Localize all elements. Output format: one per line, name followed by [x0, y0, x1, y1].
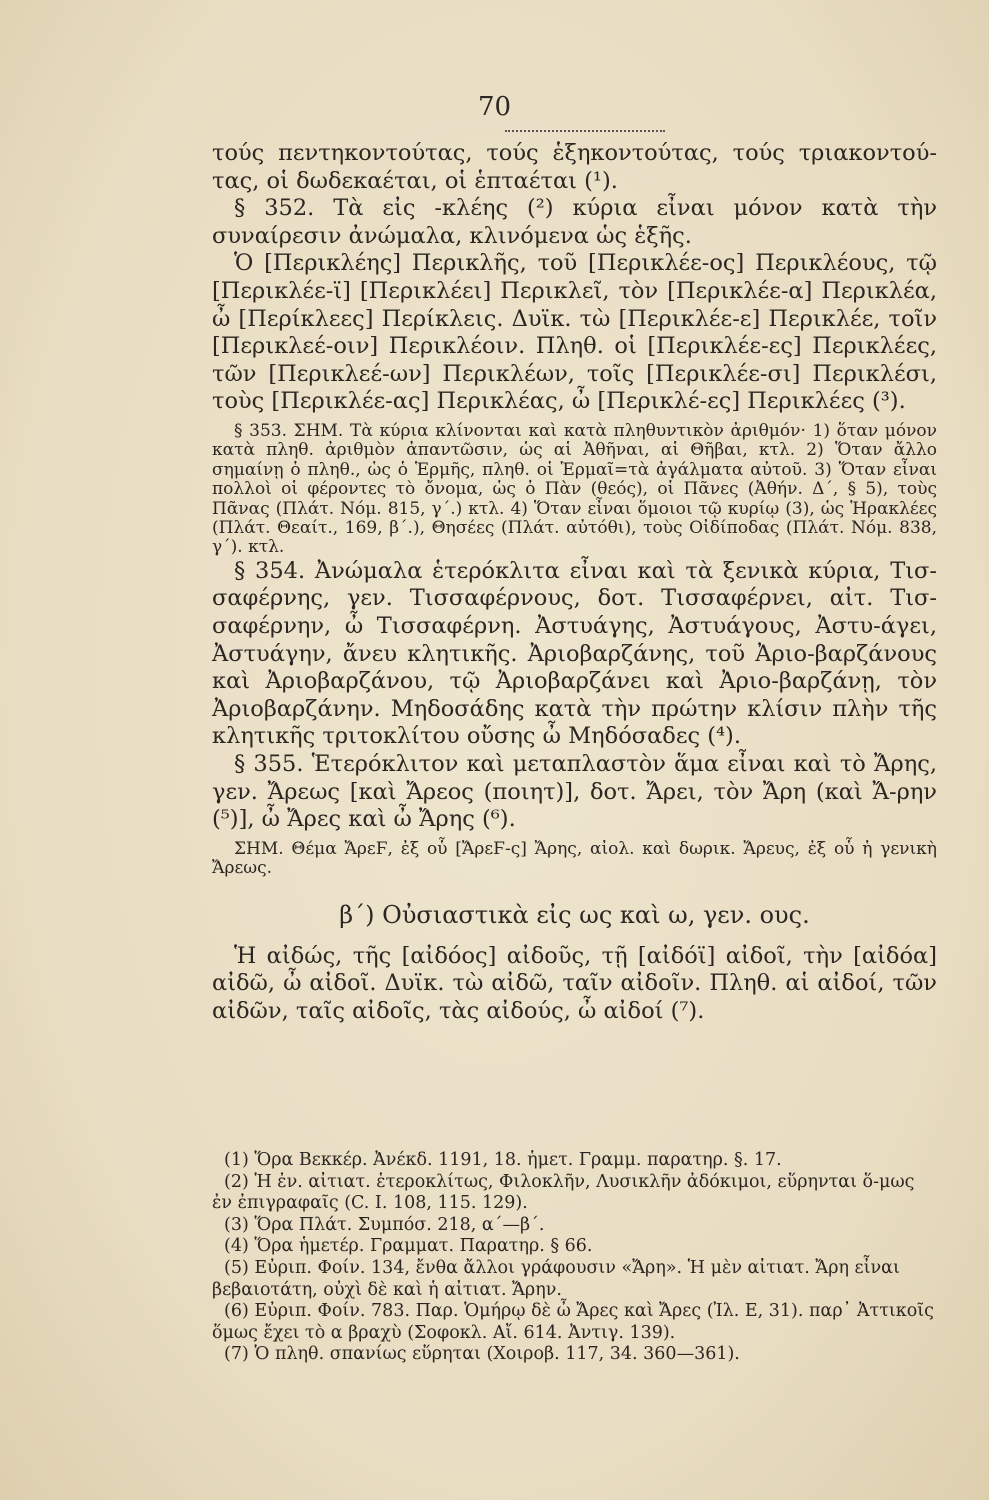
paragraph-pericles-declension: Ὁ [Περικλέης] Περικλῆς, τοῦ [Περικλέε-ος] Περικλέους, τῷ [Περικλέε-ϊ] [Περικλέει] Περικλεῖ, τὸν [Περικλέε-α] Περικλέα, ὦ [Περίκλεες] Περίκλεις. Δυϊκ. τὼ [Περικλέε-ε] Περικλέε, τοῖν [Περικλεέ-οιν] Περικλέοιν. Πληθ. οἱ [Περικλέε-ες] Περικλέες, τῶν [Περικλεέ-ων] Περικλέων, τοῖς [Περικλέε-σι] Περικλέσι, τοὺς [Περικλέε-ας] Περικλέας, ὦ [Περικλέ-ες] Περικλέες (³).: [212, 250, 937, 415]
page-number: 70: [477, 92, 512, 122]
footnote-5: (5) Εὐριπ. Φοίν. 134, ἔνθα ἄλλοι γράφουσιν «Ἄρη». Ἡ μὲν αἰτιατ. Ἄρη εἶναι βεβαιοτάτη, οὐχὶ δὲ καὶ ἡ αἰτιατ. Ἄρην.: [212, 1257, 900, 1300]
footnote-2: (2) Ἡ ἐν. αἰτιατ. ἑτεροκλίτως, Φιλοκλῆν, Λυσικλῆν ἀδόκιμοι, εὕρηνται ὅ-μως ἐν ἐπιγραφαῖς (C. I. 108, 115. 129).: [212, 1171, 915, 1214]
paragraph-continuation: τούς πεντηκοντούτας, τούς ἑξηκοντούτας, τούς τριακοντού-τας, οἱ δωδεκαέται, οἱ ἑπταέται (¹).: [212, 140, 937, 194]
note-ares: ΣΗΜ. Θέμα ἌρεϜ, ἐξ οὗ [ἌρεϜ-ς] Ἄρης, αἰολ. καὶ δωρικ. Ἄρευς, ἐξ οὗ ἡ γενικὴ Ἄρεως.: [212, 838, 937, 879]
page-number-ornament: [505, 124, 665, 132]
footnote-4: (4) Ὅρα ἡμετέρ. Γραμματ. Παρατηρ. § 66.: [224, 1236, 593, 1257]
paragraph-355: § 355. Ἑτερόκλιτον καὶ μεταπλαστὸν ἅμα εἶναι καὶ τὸ Ἄρης, γεν. Ἄρεως [καὶ Ἄρεος (ποιητ)], δοτ. Ἄρει, τὸν Ἄρη (καὶ Ἄ-ρην (⁵)], ὦ Ἄρες καὶ ὦ Ἄρης (⁶).: [212, 750, 937, 833]
footnotes: [212, 1150, 937, 1366]
section-heading: β΄) Οὐσιαστικὰ εἰς ως καὶ ω, γεν. ους.: [339, 900, 810, 929]
paragraph-352: § 352. Τὰ εἰς -κλέης (²) κύρια εἶναι μόνον κατὰ τὴν συναίρεσιν ἀνώμαλα, κλινόμενα ὡς ἑξῆς.: [212, 195, 937, 249]
paragraph-354: § 354. Ἀνώμαλα ἑτερόκλιτα εἶναι καὶ τὰ ξενικὰ κύρια, Τισ-σαφέρνης, γεν. Τισσαφέρνους, δοτ. Τισσαφέρνει, αἰτ. Τισ-σαφέρνην, ὦ Τισσαφέρνη. Ἀστυάγης, Ἀστυάγους, Ἀστυ-άγει, Ἀστυάγην, ἄνευ κλητικῆς. Ἀριοβαρζάνης, τοῦ Ἀριο-βαρζάνους καὶ Ἀριοβαρζάνου, τῷ Ἀριοβαρζάνει καὶ Ἀριο-βαρζάνῃ, τὸν Ἀριοβαρζάνην. Μηδοσάδης κατὰ τὴν πρώτην κλίσιν πλὴν τῆς κλητικῆς τριτοκλίτου οὔσης ὦ Μηδόσαδες (⁴).: [212, 557, 937, 750]
footnote-6: (6) Εὐριπ. Φοίν. 783. Παρ. Ὁμήρῳ δὲ ὦ Ἄρες καὶ Ἄρες (Ἰλ. Ε, 31). παρ᾽ Ἀττικοῖς ὅμως ἔχει τὸ α βραχὺ (Σοφοκλ. Αἴ. 614. Ἀντιγ. 139).: [212, 1301, 934, 1343]
note-353: § 353. ΣΗΜ. Τὰ κύρια κλίνονται καὶ κατὰ πληθυντικὸν ἀριθμόν· 1) ὅταν μόνον κατὰ πληθ. ἀριθμὸν ἀπαντῶσιν, ὡς αἱ Ἀθῆναι, αἱ Θῆβαι, κτλ. 2) Ὅταν ἄλλο σημαίνῃ ὁ πληθ., ὡς ὁ Ἑρμῆς, πληθ. οἱ Ἑρμαῖ=τὰ ἀγάλματα αὐτοῦ. 3) Ὅταν εἶναι πολλοὶ οἱ φέροντες τὸ ὄνομα, ὡς ὁ Πὰν (θεός), οἱ Πᾶνες (Ἀθήν. Δ΄, § 5), τοὺς Πᾶνας (Πλάτ. Νόμ. 815, γ΄.) κτλ. 4) Ὅταν εἶναι ὅμοιοι τῷ κυρίῳ (3), ὡς Ἡρακλέες (Πλάτ. Θεαίτ., 169, β΄.), Θησέες (Πλάτ. αὐτόθι), τοὺς Οἰδίποδας (Πλάτ. Νόμ. 838, γ΄). κτλ.: [212, 420, 937, 558]
body-text: [212, 140, 937, 1025]
footnote-3: (3) Ὅρα Πλάτ. Συμπόσ. 218, α΄—β΄.: [224, 1214, 545, 1235]
footnote-1: (1) Ὅρα Βεκκέρ. Ἀνέκδ. 1191, 18. ἡμετ. Γραμμ. παρατηρ. §. 17.: [224, 1150, 782, 1170]
footnote-7: (7) Ὁ πληθ. σπανίως εὕρηται (Χοιροβ. 117, 34. 360—361).: [224, 1344, 740, 1365]
paragraph-aidos: Ἡ αἰδώς, τῆς [αἰδόος] αἰδοῦς, τῇ [αἰδόϊ] αἰδοῖ, τὴν [αἰδόα] αἰδῶ, ὦ αἰδοῖ. Δυϊκ. τὼ αἰδῶ, ταῖν αἰδοῖν. Πληθ. αἱ αἰδοί, τῶν αἰδῶν, ταῖς αἰδοῖς, τὰς αἰδούς, ὦ αἰδοί (⁷).: [212, 942, 937, 1024]
